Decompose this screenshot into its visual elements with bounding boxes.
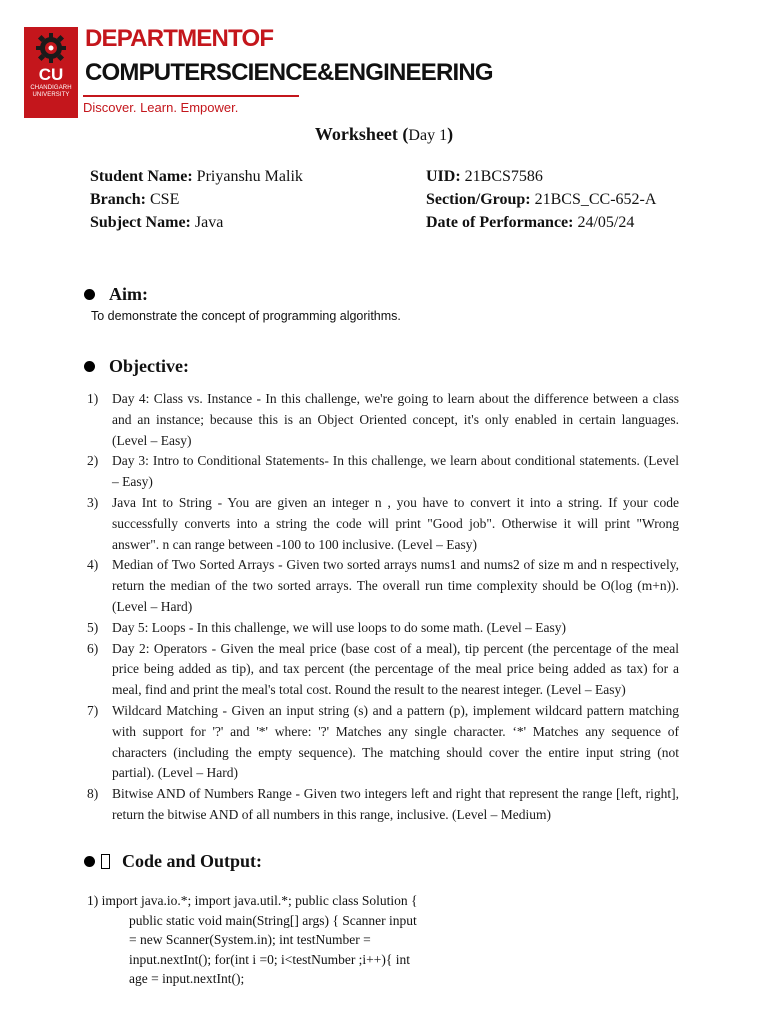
worksheet-title-suffix: )	[447, 124, 454, 144]
section-label: Section/Group:	[426, 191, 531, 208]
branch-label: Branch:	[90, 191, 146, 208]
date-value: 24/05/24	[577, 214, 635, 231]
subject-row	[90, 213, 223, 233]
uid-value: 21BCS7586	[464, 168, 543, 185]
list-item-number: 2)	[87, 453, 99, 469]
aim-heading-text: Aim:	[109, 284, 148, 304]
bullet-icon	[84, 289, 95, 300]
uid-label: UID:	[426, 168, 461, 185]
section-value: 21BCS_CC-652-A	[534, 191, 657, 208]
list-item-number: 1)	[87, 391, 99, 406]
worksheet-title-prefix: Worksheet (	[314, 124, 409, 144]
code-line: 1) import java.io.*; import java.util.*; public class Solution {	[87, 893, 418, 908]
objective-list	[87, 389, 679, 826]
list-item	[87, 639, 679, 701]
date-row	[426, 213, 634, 233]
bullet-icon	[84, 361, 95, 372]
gear-emblem-icon	[34, 31, 68, 65]
bullet-icon	[84, 856, 95, 867]
list-item-text: Java Int to String - You are given an integer n , you have to convert it into a string. If your code successfully converts into a string the code will print "Good job". Otherwise it will print "Wrong answer". n can range between -100 to 100 inclusive. (Level – Easy)	[112, 494, 679, 552]
list-item-number: 7)	[87, 702, 99, 718]
list-item	[87, 389, 679, 451]
list-item	[87, 451, 679, 493]
uid-row	[426, 167, 543, 187]
missing-glyph-icon	[101, 854, 110, 869]
aim-text: To demonstrate the concept of programming algorithms.	[91, 309, 401, 323]
list-item-number: 4)	[87, 557, 99, 573]
page-header	[24, 24, 744, 124]
code-output-heading	[84, 851, 262, 872]
list-item-text: Median of Two Sorted Arrays - Given two sorted arrays nums1 and nums2 of size m and n respectively, return the median of the two sorted arrays. The overall run time complexity should be O(log (m+n)). (Level – Hard)	[112, 557, 679, 614]
list-item-number: 8)	[87, 786, 99, 802]
code-block	[87, 891, 467, 989]
branch-value: CSE	[150, 191, 180, 208]
code-output-heading-text: Code and Output:	[122, 851, 263, 871]
list-item-text: Day 5: Loops - In this challenge, we will use loops to do some math. (Level – Easy)	[112, 619, 567, 635]
branch-row	[90, 190, 179, 210]
university-tagline: Discover. Learn. Empower.	[83, 100, 239, 115]
header-divider	[83, 95, 299, 97]
department-title-line1: DEPARTMENTOF	[85, 25, 274, 52]
subject-label: Subject Name:	[90, 214, 191, 231]
section-row	[426, 190, 656, 210]
list-item	[87, 618, 679, 639]
university-logo	[24, 27, 78, 118]
list-item-number: 6)	[87, 640, 99, 656]
objective-heading-text: Objective:	[109, 356, 189, 376]
list-item	[87, 784, 679, 826]
list-item-number: 3)	[87, 494, 99, 510]
list-item-number: 5)	[87, 619, 99, 635]
objective-heading	[84, 356, 189, 377]
code-line: = new Scanner(System.in); int testNumber =	[129, 932, 371, 948]
date-label: Date of Performance:	[426, 214, 574, 231]
subject-value: Java	[194, 214, 224, 231]
list-item-text: Wildcard Matching - Given an input string (s) and a pattern (p), implement wildcard pattern matching with support for '?' and '*' where: '?' Matches any single character. ‘*' Matches any sequence of characters (including the empty sequence). The matching should cover the entire input string (not partial). (Level – Hard)	[112, 702, 679, 781]
list-item-text: Day 3: Intro to Conditional Statements- In this challenge, we learn about conditional statements. (Level – Easy)	[112, 453, 679, 490]
list-item	[87, 493, 679, 555]
logo-cu-text: CU	[38, 65, 64, 84]
worksheet-title	[0, 124, 768, 145]
worksheet-day: Day 1	[408, 127, 448, 144]
code-line: input.nextInt(); for(int i =0; i<testNumber ;i++){ int	[129, 951, 411, 967]
list-item	[87, 701, 679, 784]
student-name-value: Priyanshu Malik	[196, 168, 303, 185]
list-item-text: Day 2: Operators - Given the meal price (base cost of a meal), tip percent (the percentage of the meal price being added as tip), and tax percent (the percentage of the meal price being added as tax) for a meal, find and print the meal's total cost. Round the result to the nearest integer. (Level – Easy)	[112, 640, 679, 698]
code-line: age = input.nextInt();	[129, 971, 245, 987]
list-item	[87, 555, 679, 617]
list-item-text: Day 4: Class vs. Instance - In this challenge, we're going to learn about the difference between a class and an instance; because this is an Object Oriented concept, it's only enabled in certain languages. (Level – Easy)	[112, 391, 679, 448]
student-name-label: Student Name:	[90, 168, 193, 185]
aim-heading	[84, 284, 148, 305]
department-title-line2: COMPUTERSCIENCE&ENGINEERING	[85, 59, 493, 86]
student-name-row	[90, 167, 303, 187]
code-line: public static void main(String[] args) { Scanner input	[129, 912, 417, 928]
logo-university-name: CHANDIGARH UNIVERSITY	[30, 85, 72, 98]
list-item-text: Bitwise AND of Numbers Range - Given two integers left and right that represent the range [left, right], return the bitwise AND of all numbers in this range, inclusive. (Level – Medium)	[112, 786, 679, 822]
